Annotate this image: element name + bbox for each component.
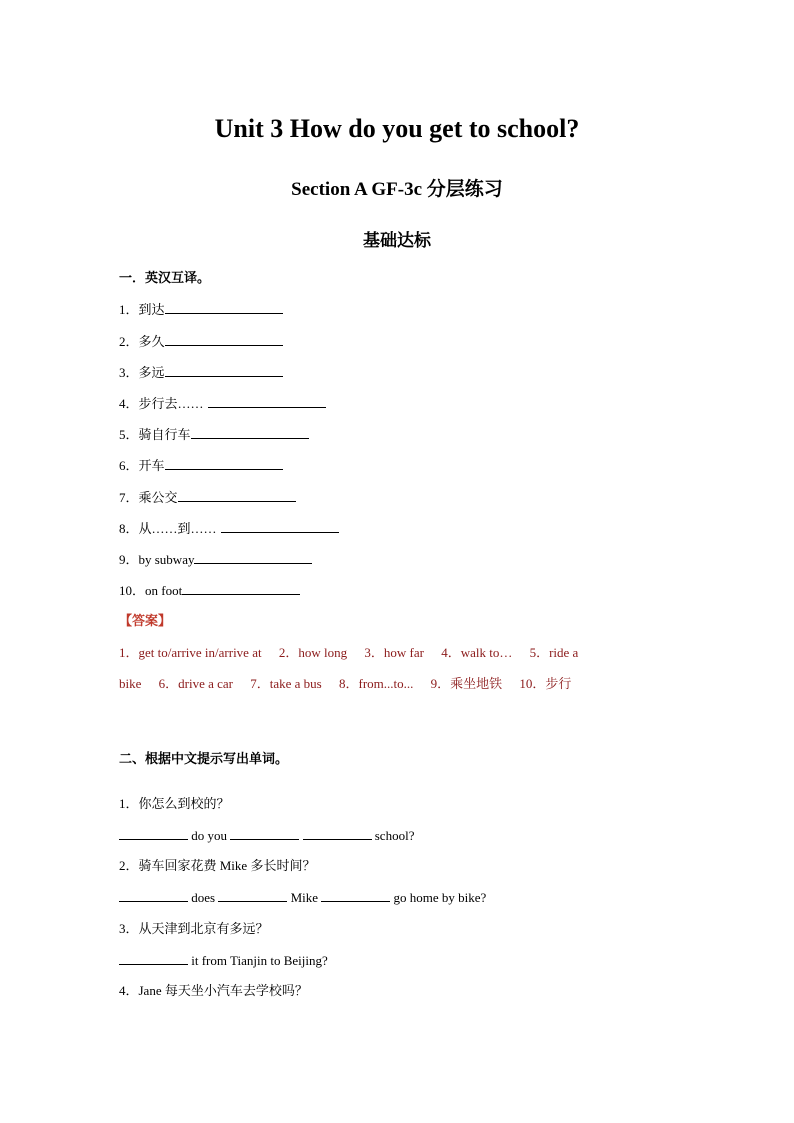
question-prompt: 4．Jane 每天坐小汽车去学校吗？	[119, 983, 308, 998]
item-text: 1．到达	[119, 302, 165, 317]
answer-line	[119, 674, 571, 694]
answer-blank[interactable]	[119, 950, 188, 965]
section2-heading: 二、根据中文提示写出单词。	[119, 751, 289, 766]
answer-line	[119, 643, 578, 663]
answer-text: 4．walk to…	[441, 645, 513, 660]
answer-text: 5．ride a	[529, 645, 579, 660]
list-item	[119, 362, 283, 383]
answer-blank[interactable]	[178, 487, 296, 502]
level-heading: 基础达标	[363, 231, 431, 250]
item-text: 8．从……到……	[119, 521, 217, 536]
answer-label: 【答案】	[119, 613, 172, 628]
sentence-text: does	[188, 890, 219, 905]
answer-blank[interactable]	[165, 455, 283, 470]
list-item	[119, 455, 283, 476]
answer-text: 9．乘坐地铁	[430, 676, 503, 691]
answer-blank[interactable]	[182, 580, 300, 595]
answer-blank[interactable]	[165, 331, 283, 346]
list-item	[119, 580, 300, 601]
sentence-text: go home by bike?	[390, 890, 487, 905]
question-sentence	[119, 950, 328, 971]
answer-text: 8．from...to...	[338, 676, 414, 691]
answer-blank[interactable]	[321, 887, 390, 902]
list-item	[119, 299, 283, 320]
item-text: 7．乘公交	[119, 490, 178, 505]
list-item	[119, 549, 312, 570]
answer-blank[interactable]	[191, 424, 309, 439]
sentence-text: do you	[188, 828, 231, 843]
sentence-text: Mike	[287, 890, 322, 905]
answer-blank[interactable]	[119, 825, 188, 840]
answer-blank[interactable]	[218, 887, 287, 902]
answer-text: 2．how long	[278, 645, 348, 660]
answer-blank[interactable]	[194, 549, 312, 564]
sentence-text: it from Tianjin to Beijing?	[188, 953, 328, 968]
section1-heading: 一．英汉互译。	[119, 270, 211, 285]
item-text: 6．开车	[119, 458, 165, 473]
page-subtitle: Section A GF-3c 分层练习	[291, 179, 503, 200]
item-text: 9．by subway	[119, 552, 195, 567]
answer-blank[interactable]	[303, 825, 372, 840]
answer-text: 3．how far	[364, 645, 424, 660]
answer-blank[interactable]	[165, 299, 283, 314]
answer-blank[interactable]	[119, 887, 188, 902]
list-item	[119, 424, 309, 445]
item-text: 5．骑自行车	[119, 427, 191, 442]
answer-blank[interactable]	[208, 393, 326, 408]
answer-blank[interactable]	[221, 518, 339, 533]
answer-blank[interactable]	[165, 362, 283, 377]
item-text: 2．多久	[119, 334, 165, 349]
question-sentence	[119, 825, 414, 846]
answer-text: 1．get to/arrive in/arrive at	[119, 645, 262, 660]
list-item	[119, 487, 296, 508]
sentence-text: school?	[371, 828, 415, 843]
answer-text: 7．take a bus	[250, 676, 322, 691]
question-prompt: 3．从天津到北京有多远？	[119, 921, 269, 936]
list-item	[119, 518, 339, 539]
answer-text: bike	[119, 676, 142, 691]
answer-blank[interactable]	[230, 825, 299, 840]
answer-text: 10．步行	[519, 676, 572, 691]
page-title: Unit 3 How do you get to school?	[214, 114, 580, 143]
list-item	[119, 331, 283, 352]
question-prompt: 2．骑车回家花费 Mike 多长时间？	[119, 858, 316, 873]
question-prompt: 1．你怎么到校的？	[119, 796, 230, 811]
item-text: 3．多远	[119, 365, 165, 380]
item-text: 4．步行去……	[119, 396, 204, 411]
question-sentence	[119, 887, 486, 908]
answer-text: 6．drive a car	[158, 676, 233, 691]
item-text: 10．on foot	[119, 583, 183, 598]
list-item	[119, 393, 326, 414]
